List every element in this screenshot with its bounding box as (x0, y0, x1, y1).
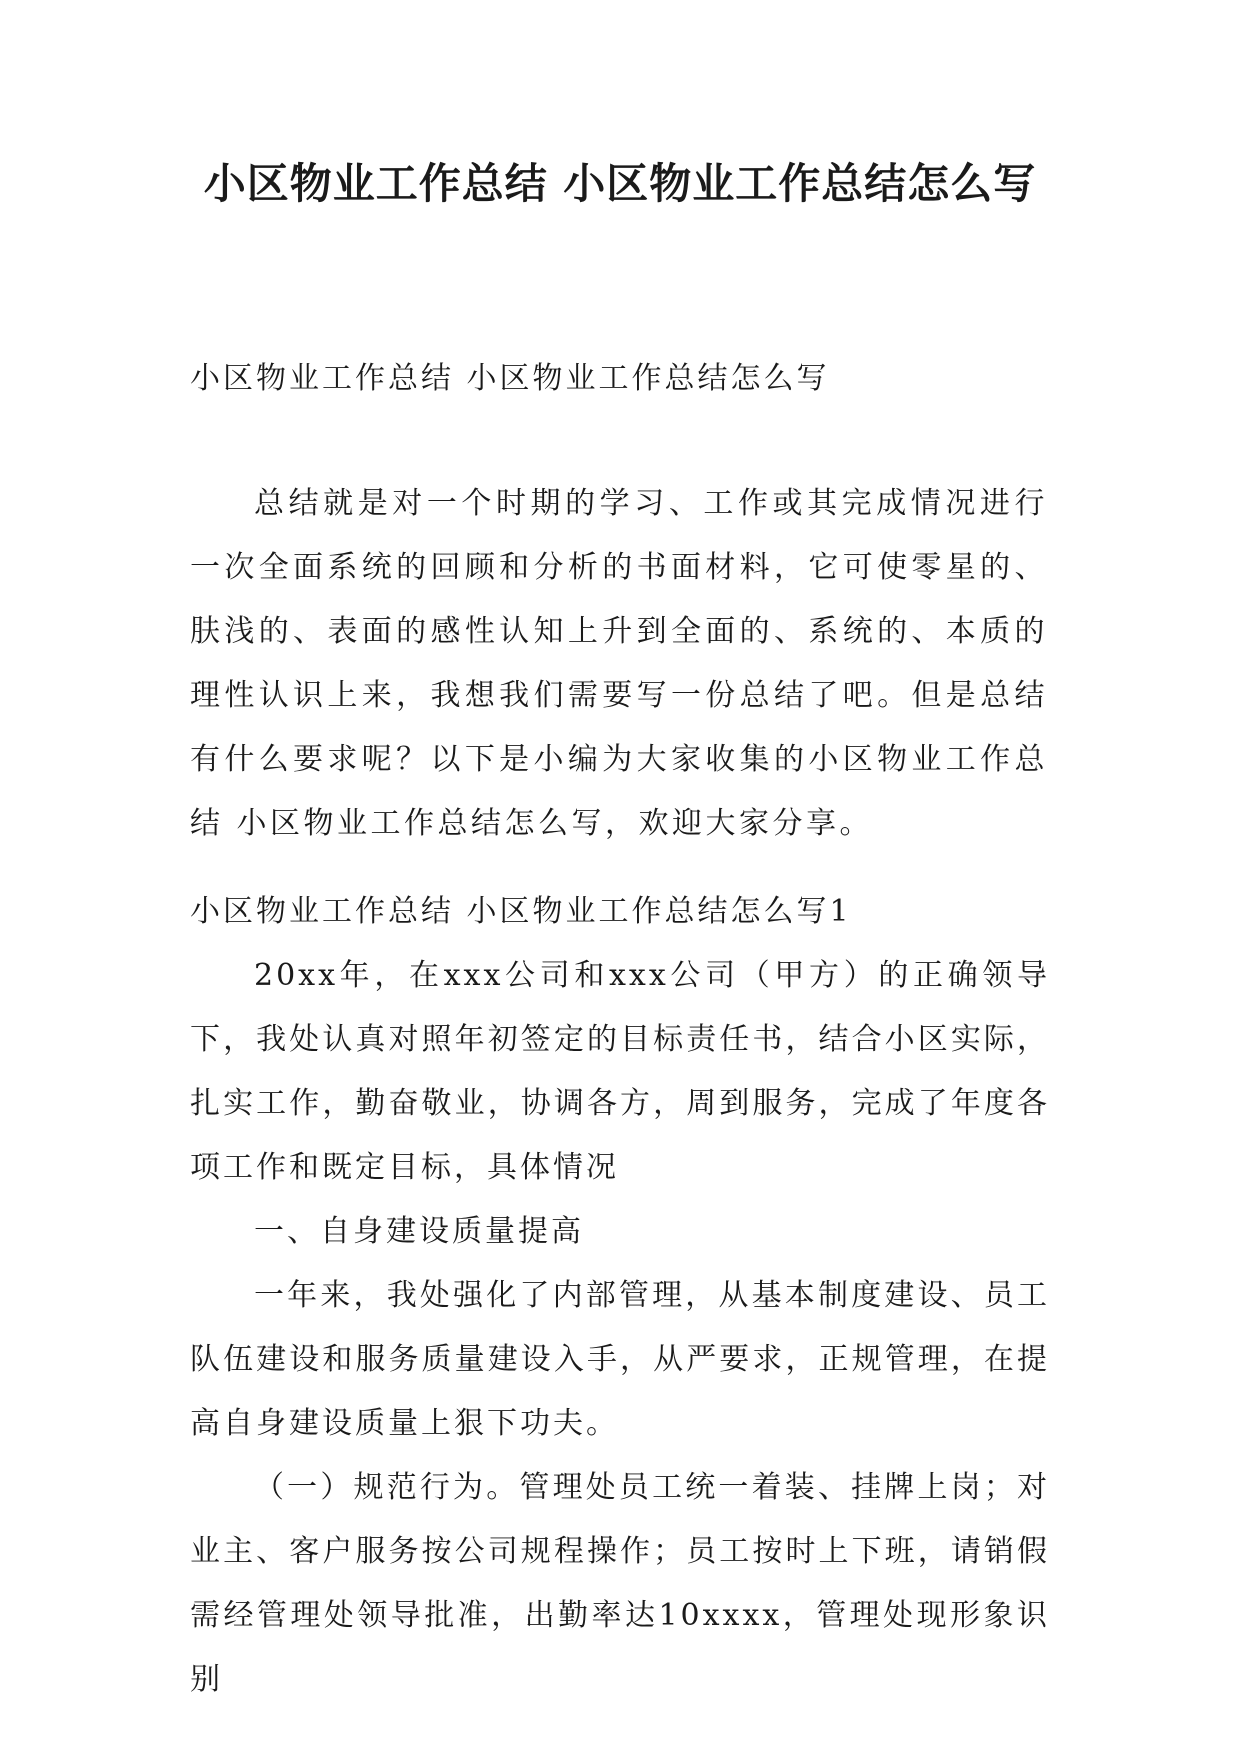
body-paragraph: 20xx年，在xxx公司和xxx公司（甲方）的正确领导下，我处认真对照年初签定的目标责任书，结合小区实际，扎实工作，勤奋敬业，协调各方，周到服务，完成了年度各项工作和既定目标，具体情况 (190, 958, 1050, 1185)
body-paragraph: （一）规范行为。管理处员工统一着装、挂牌上岗；对业主、客户服务按公司规程操作；员工按时上下班，请销假需经管理处领导批准，出勤率达10xxxx，管理处现形象识别 (190, 1470, 1050, 1697)
document-title: 小区物业工作总结 小区物业工作总结怎么写 (203, 159, 1037, 208)
section-heading: 小区物业工作总结 小区物业工作总结怎么写1 (190, 894, 852, 929)
intro-paragraph: 总结就是对一个时期的学习、工作或其完成情况进行一次全面系统的回顾和分析的书面材料，它可使零星的、肤浅的、表面的感性认知上升到全面的、系统的、本质的理性认识上来，我想我们需要写一份总结了吧。但是总结有什么要求呢？以下是小编为大家收集的小区物业工作总结 小区物业工作总结怎么写，欢迎大家分享。 (190, 486, 1048, 841)
body-paragraph: 一年来，我处强化了内部管理，从基本制度建设、员工队伍建设和服务质量建设入手，从严要求，正规管理，在提高自身建设质量上狠下功夫。 (190, 1278, 1050, 1441)
section-1 (190, 880, 1050, 1712)
subsection-heading: 一、自身建设质量提高 (254, 1214, 584, 1249)
document-subtitle: 小区物业工作总结 小区物业工作总结怎么写 (190, 361, 830, 396)
